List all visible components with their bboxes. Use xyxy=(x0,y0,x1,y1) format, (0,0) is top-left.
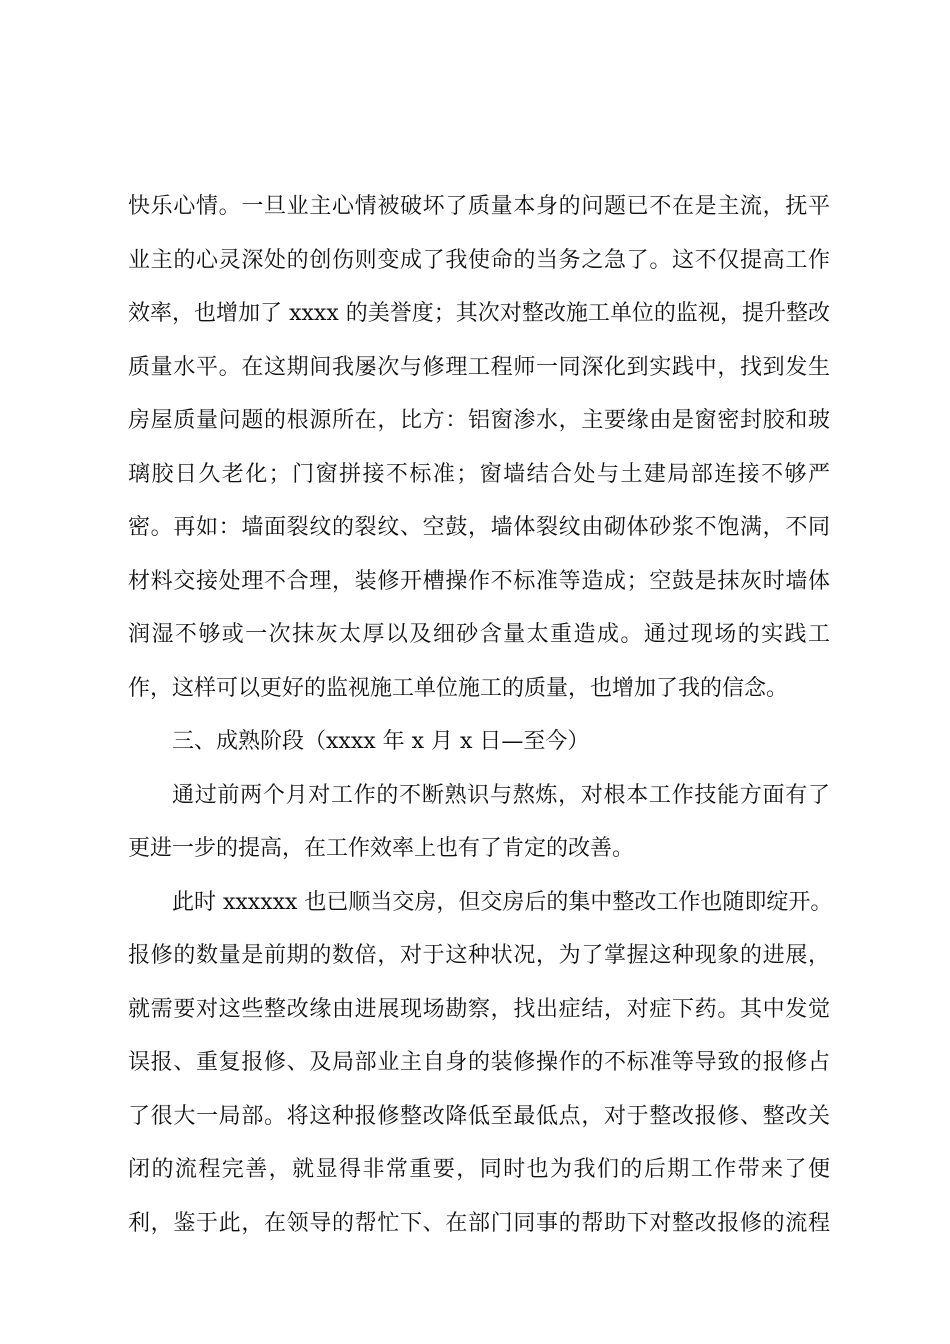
paragraph-line: 材料交接处理不合理，装修开槽操作不标准等造成；空鼓是抹灰时墙体 xyxy=(128,568,830,594)
paragraph-line: 报修的数量是前期的数倍，对于这种状况，为了掌握这种现象的进展， xyxy=(128,943,830,968)
paragraph-line: 作，这样可以更好的监视施工单位施工的质量，也增加了我的信念。 xyxy=(128,675,789,701)
paragraph-line: 此时 xxxxxx 也已顺当交房，但交房后的集中整改工作也随即绽开。 xyxy=(172,889,833,915)
paragraph-line: 业主的心灵深处的创伤则变成了我使命的当务之急了。这不仅提高工作 xyxy=(128,247,830,273)
paragraph-line: 质量水平。在这期间我屡次与修理工程师一同深化到实践中，找到发生 xyxy=(128,354,830,380)
section-heading: 三、成熟阶段（xxxx 年 x 月 x 日—至今） xyxy=(172,729,590,754)
paragraph-line: 通过前两个月对工作的不断熟识与熬炼，对根本工作技能方面有了 xyxy=(172,782,830,808)
paragraph-line: 就需要对这些整改缘由进展现场勘察，找出症结，对症下药。其中发觉 xyxy=(128,996,830,1022)
paragraph-line: 效率，也增加了 xxxx 的美誉度；其次对整改施工单位的监视，提升整改 xyxy=(128,301,830,326)
paragraph-line: 密。再如：墙面裂纹的裂纹、空鼓，墙体裂纹由砌体砂浆不饱满，不同 xyxy=(128,515,830,540)
paragraph-line: 房屋质量问题的根源所在，比方：铝窗渗水，主要缘由是窗密封胶和玻 xyxy=(128,408,830,433)
paragraph-line: 更进一步的提高，在工作效率上也有了肯定的改善。 xyxy=(128,836,635,861)
document-body xyxy=(128,180,833,1250)
paragraph-line: 了很大一局部。将这种报修整改降低至最低点，对于整改报修、整改关 xyxy=(128,1103,830,1129)
paragraph-line: 利，鉴于此，在领导的帮忙下、在部门同事的帮助下对整改报修的流程 xyxy=(128,1210,830,1236)
paragraph-line: 快乐心情。一旦业主心情被破坏了质量本身的问题已不在是主流，抚平 xyxy=(128,194,830,219)
paragraph-line: 闭的流程完善，就显得非常重要，同时也为我们的后期工作带来了便 xyxy=(128,1157,830,1182)
paragraph-line: 误报、重复报修、及局部业主自身的装修操作的不标准等导致的报修占 xyxy=(128,1050,830,1075)
paragraph-line: 璃胶日久老化；门窗拼接不标准；窗墙结合处与土建局部连接不够严 xyxy=(128,461,830,487)
paragraph-line: 润湿不够或一次抹灰太厚以及细砂含量太重造成。通过现场的实践工 xyxy=(128,622,830,647)
